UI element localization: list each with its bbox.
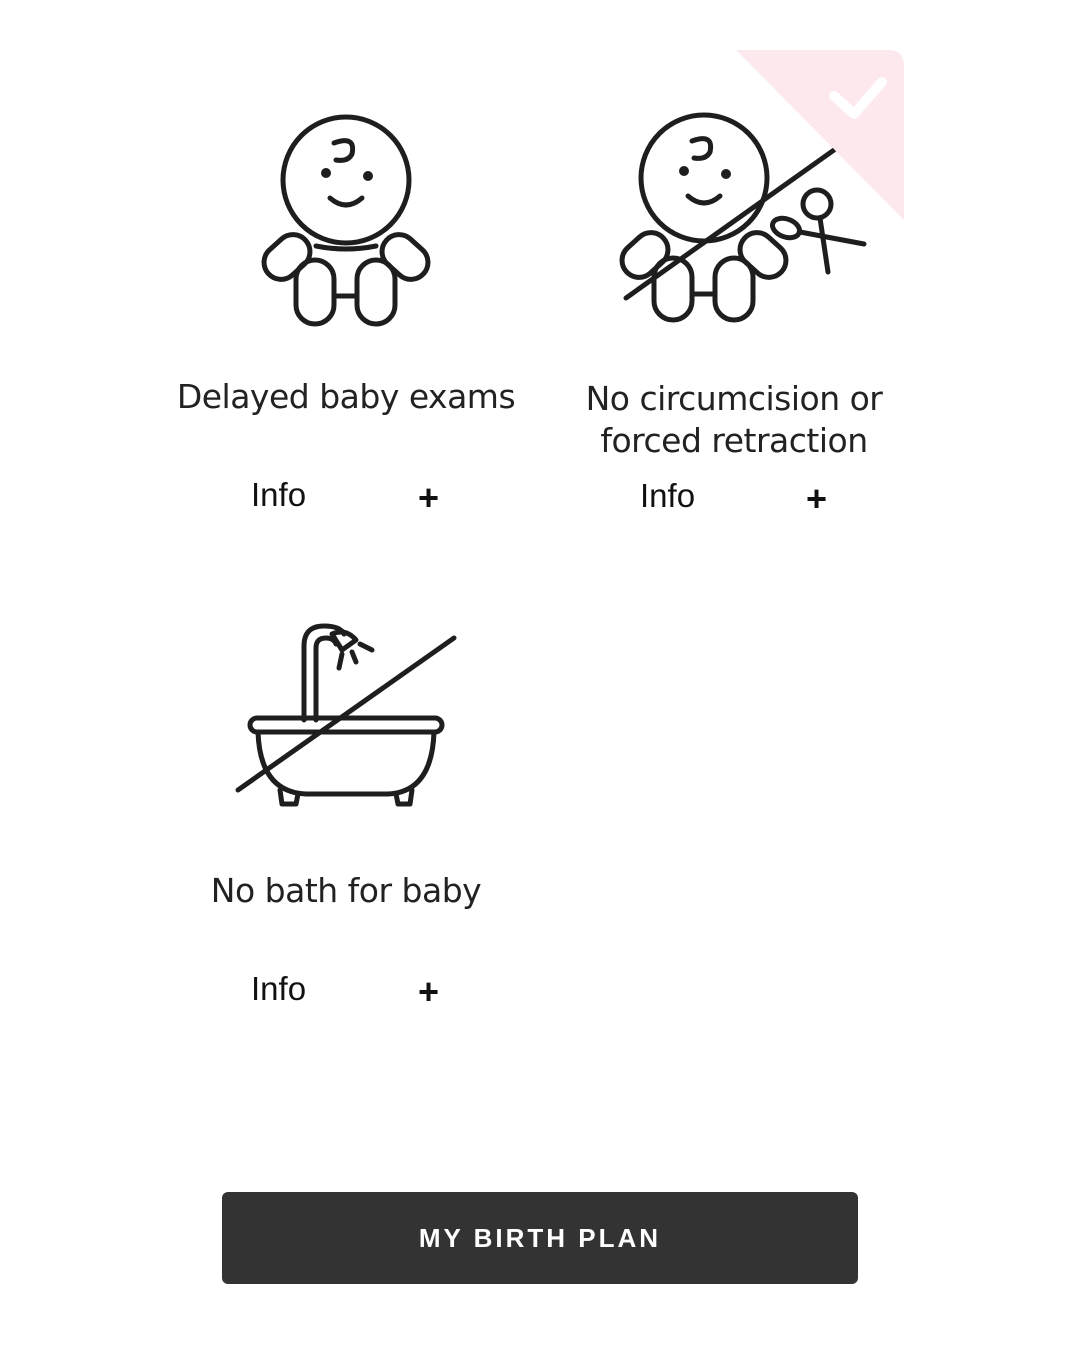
info-link[interactable]: Info	[251, 970, 307, 1007]
card-title-line-2: forced retraction	[600, 421, 868, 460]
no-bath-icon	[156, 600, 536, 840]
option-card-delayed-baby-exams[interactable]	[156, 100, 536, 540]
selected-badge	[736, 50, 904, 220]
add-to-plan-button[interactable]: +	[418, 971, 440, 1012]
info-link[interactable]: Info	[251, 476, 307, 513]
card-title-line-1: No circumcision or	[585, 379, 883, 418]
card-title: Delayed baby exams	[176, 377, 516, 416]
option-card-no-bath[interactable]	[156, 600, 536, 1040]
my-birth-plan-button[interactable]: MY BIRTH PLAN	[222, 1192, 858, 1284]
card-title: No bath for baby	[210, 871, 482, 910]
add-to-plan-button[interactable]: +	[418, 477, 440, 518]
baby-icon	[156, 100, 536, 340]
info-link[interactable]: Info	[640, 477, 696, 514]
add-to-plan-button[interactable]: +	[806, 478, 828, 519]
